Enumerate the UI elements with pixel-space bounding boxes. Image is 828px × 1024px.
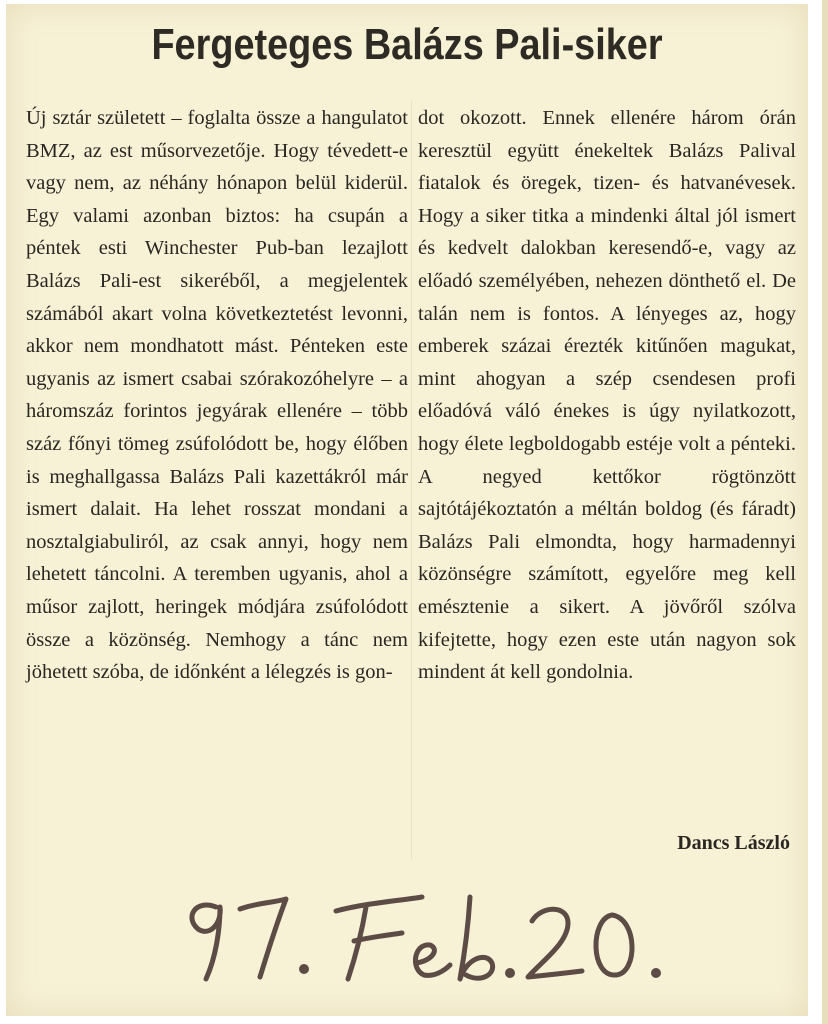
handwritten-date — [176, 879, 696, 989]
article-text-left: Új sztár született – foglalta össze a hangulatot BMZ, az est műsorvezetője. Hogy tévedett-e vagy nem, az néhány hónapon belül kiderül. Egy valami azonban biztos: ha csupán a péntek esti Winchester Pub-ban lezajlott Balázs Pali-est sikeréből, a megjelentek számából akart volna következtetést levonni, akkor nem mondhatott mást. Pénteken este ugyanis az ismert csabai szórakozóhelyre – a háromszáz forintos jegyárak ellenére – több száz főnyi tömeg zsúfolódott be, hogy élőben is meghallgassa Balázs Pali kazettákról már ismert dalait. Ha lehet rosszat mondani a nosztalgiabuliról, az csak annyi, hogy nem lehetett táncolni. A teremben ugyanis, ahol a műsor zajlott, heringek módjára zsúfolódott össze a közönség. Nemhogy a tánc nem jöhetett szóba, de időnként a lélegzés is gon- — [26, 107, 408, 684]
scan-edge — [822, 0, 828, 1024]
article-headline: Fergeteges Balázs Pali-siker — [151, 20, 663, 69]
article-column-right — [418, 102, 796, 689]
article-column-left — [26, 102, 408, 689]
article-text-right: dot okozott. Ennek ellenére három órán keresztül együtt énekeltek Balázs Palival fiatalok és öregek, tizen- és hatvanévesek. Hogy a siker titka a mindenki által jól ismert és kedvelt dalokban keresendő-e, vagy az előadó személyében, nehezen dönthető el. De talán nem is fontos. A lényeges az, hogy emberek százai érezték kitűnően magukat, mint ahogyan a szép csendesen profi előadóvá váló énekes is úgy nyilatkozott, hogy élete legboldogabb estéje volt a pénteki. A negyed kettőkor rögtönzött sajtótájékoztatón a méltán boldog (és fáradt) Balázs Pali elmondta, hogy harmadennyi közönségre számított, egyelőre meg kell emésztenie a sikert. A jövőről szólva kifejtette, hogy ezen este után nagyon sok mindent át kell gondolnia. — [418, 107, 796, 684]
column-divider — [411, 100, 412, 860]
article-author: Dancs László — [677, 832, 790, 854]
newspaper-clipping — [6, 4, 808, 1016]
